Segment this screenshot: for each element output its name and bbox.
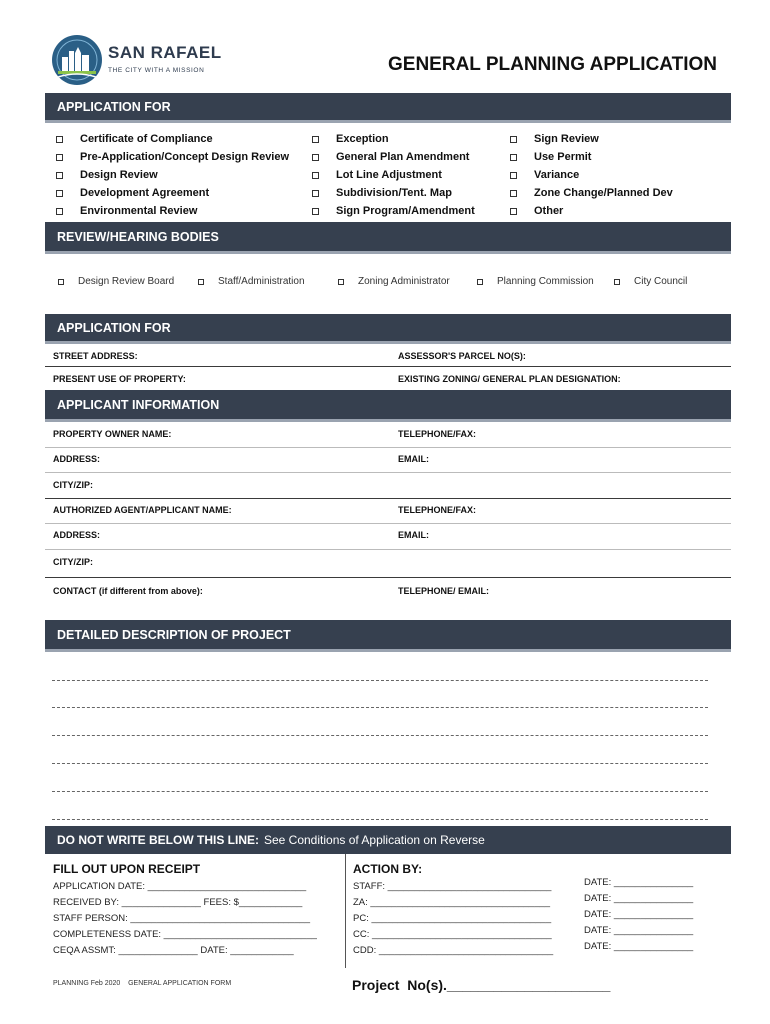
parcel-number-label: ASSESSOR'S PARCEL NO(S): xyxy=(398,351,526,361)
action-date-line[interactable]: DATE: _______________ xyxy=(584,925,694,936)
owner-phone-label: TELEPHONE/FAX: xyxy=(398,429,477,439)
checkbox-option[interactable] xyxy=(510,148,673,166)
description-line[interactable] xyxy=(52,706,708,708)
checkbox-label: Design Review xyxy=(80,169,158,181)
owner-name-label: PROPERTY OWNER NAME: xyxy=(53,429,172,439)
section-project-description xyxy=(45,620,731,652)
section-title: APPLICATION FOR xyxy=(57,99,171,114)
form-title: GENERAL PLANNING APPLICATION xyxy=(388,54,717,75)
logo-tagline: THE CITY WITH A MISSION xyxy=(108,67,205,74)
agent-name-label: AUTHORIZED AGENT/APPLICANT NAME: xyxy=(53,505,232,515)
checkbox-label: Subdivision/Tent. Map xyxy=(336,187,452,199)
section-title: REVIEW/HEARING BODIES xyxy=(57,229,219,244)
checkbox-option[interactable] xyxy=(56,166,289,184)
divider xyxy=(45,577,731,578)
do-not-write-note: See Conditions of Application on Reverse xyxy=(263,833,485,847)
action-fields xyxy=(353,881,553,961)
checkbox-label: Exception xyxy=(336,133,389,145)
contact-phone-label: TELEPHONE/ EMAIL: xyxy=(398,586,490,596)
checkbox-option[interactable] xyxy=(56,130,289,148)
checkbox-icon[interactable] xyxy=(198,279,204,285)
checkbox-label: Staff/Administration xyxy=(218,276,305,287)
checkbox-option[interactable] xyxy=(510,130,673,148)
divider xyxy=(45,498,731,499)
divider xyxy=(45,472,731,473)
checkbox-label: Zoning Administrator xyxy=(358,276,450,287)
section-title: DETAILED DESCRIPTION OF PROJECT xyxy=(57,627,291,642)
checkbox-icon[interactable] xyxy=(312,136,319,143)
checkbox-icon[interactable] xyxy=(614,279,620,285)
application-type-column-2 xyxy=(312,130,475,220)
application-type-column-3 xyxy=(510,130,673,220)
receipt-line[interactable]: CEQA ASSMT: _______________ DATE: ____________ xyxy=(53,945,294,956)
action-line[interactable]: CDD: _________________________________ xyxy=(353,945,554,956)
review-body-option[interactable] xyxy=(58,276,174,287)
receipt-fields xyxy=(53,881,317,961)
action-heading: ACTION BY: xyxy=(353,862,423,876)
checkbox-option[interactable] xyxy=(510,184,673,202)
checkbox-label: Other xyxy=(534,205,564,217)
application-type-column-1 xyxy=(56,130,289,220)
divider xyxy=(45,549,731,550)
action-dates xyxy=(584,877,693,957)
divider xyxy=(45,447,731,448)
checkbox-option[interactable] xyxy=(56,184,289,202)
section-applicant-info xyxy=(45,390,731,422)
checkbox-option[interactable] xyxy=(56,148,289,166)
action-date-line[interactable]: DATE: _______________ xyxy=(584,877,694,888)
logo-name: SAN RAFAEL xyxy=(108,43,222,62)
action-line[interactable]: CC: __________________________________ xyxy=(353,929,552,940)
receipt-heading: FILL OUT UPON RECEIPT xyxy=(53,862,201,876)
checkbox-icon[interactable] xyxy=(58,279,64,285)
checkbox-icon[interactable] xyxy=(56,136,63,143)
agent-phone-label: TELEPHONE/FAX: xyxy=(398,505,477,515)
receipt-line[interactable]: APPLICATION DATE: ______________________________ xyxy=(53,881,307,892)
checkbox-label: Planning Commission xyxy=(497,276,594,287)
receipt-line[interactable]: RECEIVED BY: _______________ FEES: $____________ xyxy=(53,897,303,908)
checkbox-option[interactable] xyxy=(510,202,673,220)
checkbox-label: Sign Program/Amendment xyxy=(336,205,475,217)
review-body-option[interactable] xyxy=(477,276,594,287)
section-title: APPLICATION FOR xyxy=(57,320,171,335)
description-line[interactable] xyxy=(52,762,708,764)
checkbox-label: Development Agreement xyxy=(80,187,210,199)
description-line[interactable] xyxy=(52,818,708,820)
action-line[interactable]: ZA: __________________________________ xyxy=(353,897,551,908)
checkbox-icon[interactable] xyxy=(510,208,517,215)
owner-cityzip-label: CITY/ZIP: xyxy=(53,480,93,490)
checkbox-icon[interactable] xyxy=(312,172,319,179)
owner-email-label: EMAIL: xyxy=(398,454,429,464)
receipt-line[interactable]: COMPLETENESS DATE: _____________________________ xyxy=(53,929,317,940)
review-body-option[interactable] xyxy=(614,276,687,287)
city-skyline-icon xyxy=(52,35,102,85)
checkbox-option[interactable] xyxy=(312,184,475,202)
agent-address-label: ADDRESS: xyxy=(53,530,101,540)
checkbox-option[interactable] xyxy=(312,148,475,166)
checkbox-icon[interactable] xyxy=(510,154,517,161)
checkbox-icon[interactable] xyxy=(312,154,319,161)
checkbox-icon[interactable] xyxy=(56,154,63,161)
checkbox-label: Certificate of Compliance xyxy=(80,133,213,145)
checkbox-label: Use Permit xyxy=(534,151,592,163)
checkbox-icon[interactable] xyxy=(510,136,517,143)
checkbox-label: Zone Change/Planned Dev xyxy=(534,187,673,199)
review-body-option[interactable] xyxy=(198,276,305,287)
checkbox-label: General Plan Amendment xyxy=(336,151,470,163)
checkbox-icon[interactable] xyxy=(477,279,483,285)
checkbox-option[interactable] xyxy=(312,202,475,220)
checkbox-option[interactable] xyxy=(510,166,673,184)
action-date-line[interactable]: DATE: _______________ xyxy=(584,893,694,904)
action-date-line[interactable]: DATE: _______________ xyxy=(584,909,694,920)
action-line[interactable]: STAFF: _______________________________ xyxy=(353,881,552,892)
description-line[interactable] xyxy=(52,734,708,736)
footer-form-id: PLANNING Feb 2020 GENERAL APPLICATION FORM xyxy=(53,980,232,987)
city-logo-seal xyxy=(52,35,102,85)
checkbox-option[interactable] xyxy=(56,202,289,220)
checkbox-icon[interactable] xyxy=(56,172,63,179)
checkbox-label: Design Review Board xyxy=(78,276,175,287)
checkbox-icon[interactable] xyxy=(510,190,517,197)
divider xyxy=(45,366,731,367)
section-property-info xyxy=(45,314,731,344)
checkbox-icon[interactable] xyxy=(56,190,63,197)
divider xyxy=(45,523,731,524)
checkbox-option[interactable] xyxy=(312,166,475,184)
checkbox-label: City Council xyxy=(634,276,688,287)
review-body-option[interactable] xyxy=(338,276,450,287)
street-address-label: STREET ADDRESS: xyxy=(53,351,138,361)
project-number-field[interactable]: Project No(s)._____________________ xyxy=(352,977,611,993)
agent-email-label: EMAIL: xyxy=(398,530,429,540)
contact-label: CONTACT (if different from above): xyxy=(53,586,203,596)
checkbox-label: Lot Line Adjustment xyxy=(336,169,442,181)
checkbox-icon[interactable] xyxy=(338,279,344,285)
checkbox-label: Variance xyxy=(534,169,580,181)
description-line[interactable] xyxy=(52,790,708,792)
section-review-bodies xyxy=(45,222,731,254)
checkbox-icon[interactable] xyxy=(312,208,319,215)
do-not-write-label: DO NOT WRITE BELOW THIS LINE: xyxy=(57,833,259,847)
checkbox-option[interactable] xyxy=(312,130,475,148)
section-title: APPLICANT INFORMATION xyxy=(57,397,220,412)
column-divider xyxy=(345,854,346,968)
present-use-label: PRESENT USE OF PROPERTY: xyxy=(53,374,186,384)
receipt-line[interactable]: STAFF PERSON: __________________________________ xyxy=(53,913,311,924)
description-line[interactable] xyxy=(52,679,708,681)
checkbox-icon[interactable] xyxy=(510,172,517,179)
checkbox-label: Environmental Review xyxy=(80,205,198,217)
checkbox-label: Pre-Application/Concept Design Review xyxy=(80,151,290,163)
action-date-line[interactable]: DATE: _______________ xyxy=(584,941,694,952)
section-office-use xyxy=(45,826,731,854)
zoning-label: EXISTING ZONING/ GENERAL PLAN DESIGNATION: xyxy=(398,374,621,384)
section-application-for xyxy=(45,93,731,123)
checkbox-icon[interactable] xyxy=(312,190,319,197)
checkbox-label: Sign Review xyxy=(534,133,599,145)
action-line[interactable]: PC: __________________________________ xyxy=(353,913,552,924)
checkbox-icon[interactable] xyxy=(56,208,63,215)
owner-address-label: ADDRESS: xyxy=(53,454,101,464)
agent-cityzip-label: CITY/ZIP: xyxy=(53,557,93,567)
